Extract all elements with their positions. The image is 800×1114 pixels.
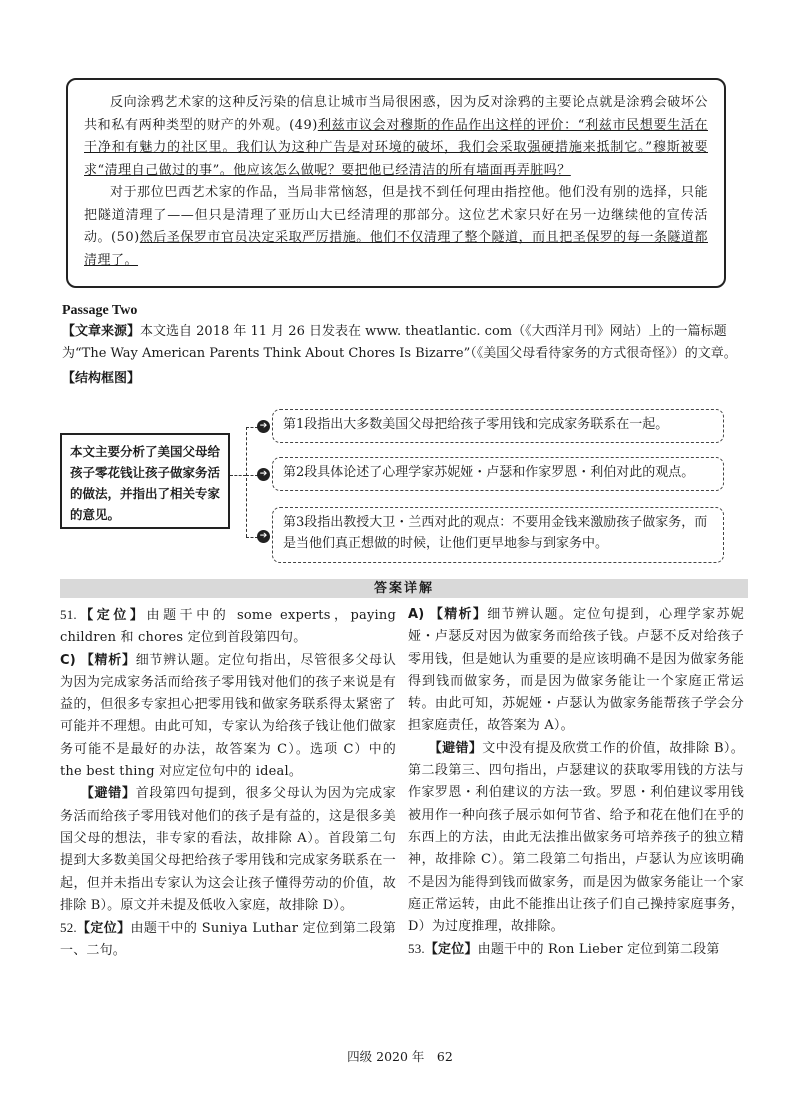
right-column [408,604,744,962]
article-source [62,321,742,365]
source-label: 【文章来源】 [62,324,141,339]
passage-title: Passage Two [62,303,138,318]
location-text: 由题干中的 some experts，paying children 和 chores 定位到首段第四句。 [60,608,396,646]
location-label: 【定位】 [424,942,478,958]
avoid-text: 首段第四句提到，很多父母认为因为完成家务活而给孩子零用钱对他们的孩子是有益的，这是很多美国父母的想法，非专家的看法，故排除 A）。首段第二句提到大多数美国父母把给孩子零用钱和完成家务联系在一起，但并未指出专家认为这会让孩子懂得劳动的价值，故排除 B）。原文并未提及低收入家庭，故排除 D）。 [60,786,396,913]
avoid-label: 【避错】 [428,740,483,756]
q51-avoid [60,783,396,917]
connector-line [246,427,247,537]
location-label: 【定位】 [76,608,147,623]
paragraph-2-box: 第2段具体论述了心理学家苏妮娅・卢瑟和作家罗恩・利伯对此的观点。 [272,457,724,491]
source-text: 本文选自 2018 年 11 月 26 日发表在 www. theatlantic. com（《大西洋月刊》网站）上的一篇标题为“The Way American Parents Think About Chores Is Bizarre”（《美国父母看待家务的方式很奇怪》）的文章。 [62,324,737,361]
analysis-label: 【精析】 [429,607,488,622]
translation-paragraph-2 [84,182,708,272]
question-number: 51. [60,607,77,622]
answer-section-header: 答案详解 [60,579,748,598]
q52-avoid [408,738,744,939]
translation-box [66,78,726,288]
q53-location [408,938,744,961]
underlined-translation: 然后圣保罗市官员决定采取严厉措施。他们不仅清理了整个隧道，而且把圣保罗的每一条隧道都清理了。 [84,230,708,268]
analysis-text: 细节辨认题。定位句指出，尽管很多父母认为因为完成家务活而给孩子零用钱对他们的孩子来说是有益的，但很多专家担心把零用钱和做家务联系得太紧密了可能并不理想。由此可知，专家认为给孩子钱让他们做家务可能不是最好的办法，故答案为 C）。选项 C）中的 the best thing 对应定位句中的 ideal。 [60,652,396,780]
arrow-icon: ➔ [257,530,270,543]
q52-analysis [408,604,744,738]
translation-text: 反向涂鸦艺术家的这种反污染的信息让城市当局很困惑，因为反对涂鸦的主要论点就是涂鸦会破坏公共和私有两种类型的财产的外观。(49) [84,95,708,133]
summary-box: 本文主要分析了美国父母给孩子零花钱让孩子做家务活的做法，并指出了相关专家的意见。 [60,433,230,529]
question-number: 52. [60,920,77,936]
answer-letter: A) [408,607,425,622]
paragraph-1-box: 第1段指出大多数美国父母把给孩子零用钱和完成家务联系在一起。 [272,409,724,443]
location-text: 由题干中的 Suniya Luthar 定位到第二段第一、二句。 [60,921,396,959]
question-number: 53. [408,941,425,957]
left-column [60,604,396,963]
structure-label: 【结构框图】 [62,371,141,386]
location-text: 由题干中的 Ron Lieber 定位到第二段第 [477,942,720,958]
arrow-icon: ➔ [257,468,270,481]
q52-location [60,917,396,963]
analysis-text: 细节辨认题。定位句提到，心理学家苏妮娅・卢瑟反对因为做家务而给孩子钱。卢瑟不反对给孩子零用钱，但是她认为重要的是应该明确不是因为做家务能得到钱而做家务，而是因为做家务能让一个家庭正常运转。由此可知，苏妮娅・卢瑟认为做家务能帮孩子学会分担家庭责任，故答案为 A）。 [408,607,744,734]
paragraph-3-box: 第3段指出教授大卫・兰西对此的观点：不要用金钱来激励孩子做家务，而是当他们真正想做的时候，让他们更早地参与到家务中。 [272,507,724,563]
location-label: 【定位】 [76,921,131,937]
answer-letter: C) [60,652,76,668]
structure-heading [62,368,742,390]
connector-line [230,475,246,476]
arrow-icon: ➔ [257,420,270,433]
translation-paragraph-1 [84,92,708,182]
underlined-translation: 利兹市议会对穆斯的作品作出这样的评价：“利兹市民想要生活在干净和有魅力的社区里。我们认为这种广告是对环境的破坏，我们会采取强硬措施来抵制它。”穆斯被要求“清理自己做过的事”。他应该怎么做呢？要把他已经清洁的所有墙面再弄脏吗？ [84,117,708,178]
q51-analysis [60,650,396,784]
translation-text: 对于那位巴西艺术家的作品，当局非常恼怒，但是找不到任何理由指控他。他们没有别的选择，只能把隧道清理了——但只是清理了亚历山大已经清理的那部分。这位艺术家只好在另一边继续他的宣传活动。(50) [84,185,708,245]
avoid-label: 【避错】 [80,786,136,802]
q51-location [60,604,396,650]
avoid-text: 文中没有提及欣赏工作的价值，故排除 B）。第二段第三、四句指出，卢瑟建议的获取零用钱的方法与作家罗恩・利伯建议的方法一致。罗恩・利伯建议零用钱被用作一种向孩子展示如何节省、给予和花在他们在乎的东西上的方法，由此无法推出做家务可培养孩子的独立精神，故排除 C）。第二段第二句指出，卢瑟认为应该明确不是因为能得到钱而做家务，而是因为做家务能让一个家庭正常运转，由此不能推出让孩子们自己操持家庭事务，D）为过度推理，故排除。 [408,740,744,935]
page-footer: 四级 2020 年 62 [347,1049,453,1064]
analysis-label: 【精析】 [80,652,136,668]
